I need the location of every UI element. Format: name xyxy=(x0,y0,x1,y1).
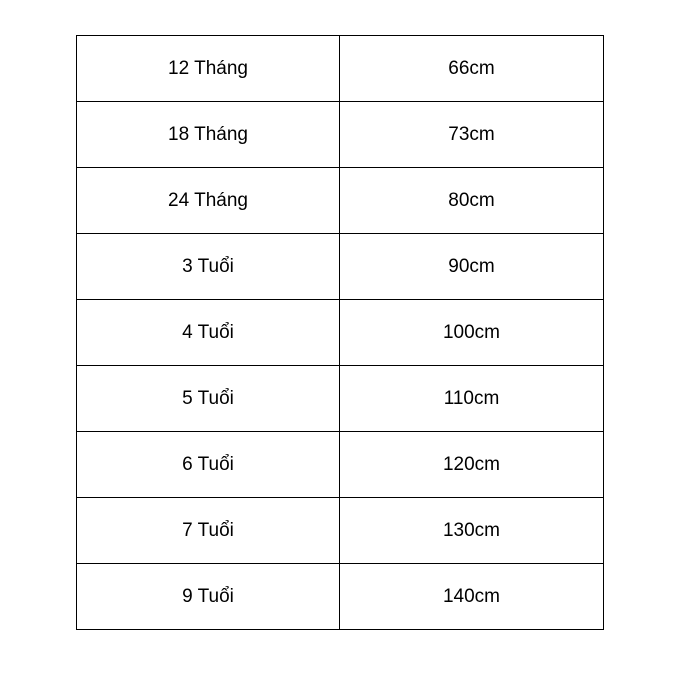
height-cell: 130cm xyxy=(340,498,604,564)
table-row xyxy=(77,498,604,564)
height-cell: 140cm xyxy=(340,564,604,630)
height-cell: 120cm xyxy=(340,432,604,498)
table-row xyxy=(77,366,604,432)
age-cell: 18 Tháng xyxy=(77,102,340,168)
table-row xyxy=(77,564,604,630)
height-cell: 80cm xyxy=(340,168,604,234)
age-cell: 5 Tuổi xyxy=(77,366,340,432)
table-row xyxy=(77,102,604,168)
age-cell: 24 Tháng xyxy=(77,168,340,234)
age-cell: 12 Tháng xyxy=(77,36,340,102)
height-cell: 110cm xyxy=(340,366,604,432)
age-cell: 9 Tuổi xyxy=(77,564,340,630)
table-row xyxy=(77,234,604,300)
age-cell: 3 Tuổi xyxy=(77,234,340,300)
height-cell: 73cm xyxy=(340,102,604,168)
age-cell: 7 Tuổi xyxy=(77,498,340,564)
table-row xyxy=(77,432,604,498)
height-cell: 90cm xyxy=(340,234,604,300)
table-row xyxy=(77,300,604,366)
size-chart-table xyxy=(76,35,604,630)
height-cell: 100cm xyxy=(340,300,604,366)
age-cell: 6 Tuổi xyxy=(77,432,340,498)
size-chart-body xyxy=(77,36,604,630)
age-cell: 4 Tuổi xyxy=(77,300,340,366)
table-row xyxy=(77,168,604,234)
table-row xyxy=(77,36,604,102)
height-cell: 66cm xyxy=(340,36,604,102)
